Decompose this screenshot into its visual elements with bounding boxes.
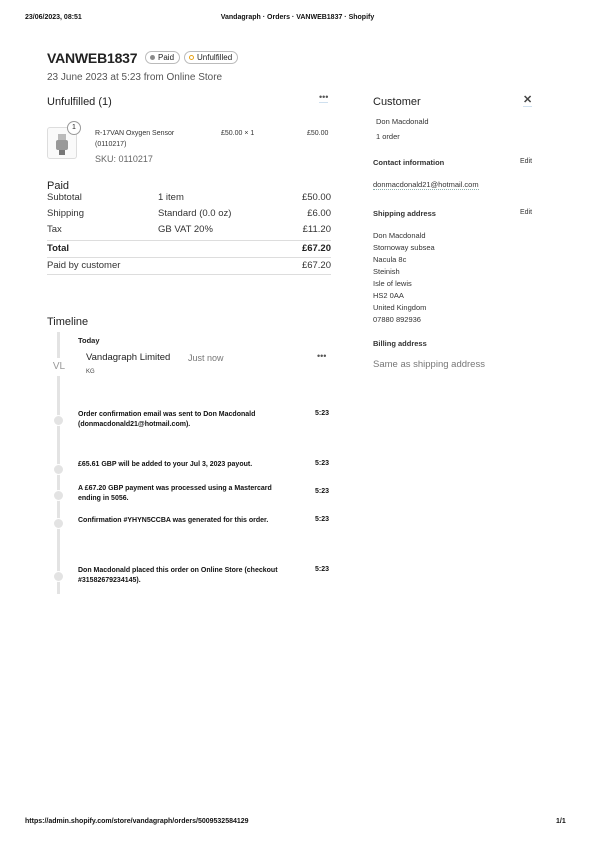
timeline-event-order-placed xyxy=(78,566,310,586)
event-time: 5:23 xyxy=(315,410,330,417)
product-line-total: £50.00 xyxy=(307,130,329,137)
close-icon[interactable]: ✕ xyxy=(523,94,533,106)
payment-row-label: Subtotal xyxy=(47,192,82,203)
print-url: https://admin.shopify.com/store/vandagraph/orders/5009532584129 xyxy=(25,818,249,825)
comment-menu-button[interactable]: ••• xyxy=(317,351,327,361)
payment-total-row xyxy=(47,241,331,257)
address-line: Steinish xyxy=(373,267,400,276)
total-value: £67.20 xyxy=(301,243,331,254)
billing-value: Same as shipping address xyxy=(373,359,485,370)
order-number: VANWEB1837 xyxy=(47,50,138,66)
event-text-cont: #31582679234145). xyxy=(78,577,141,584)
payment-row-detail: Standard (0.0 oz) xyxy=(158,208,232,219)
address-line: 07880 892936 xyxy=(373,315,421,324)
billing-heading: Billing address xyxy=(373,339,427,348)
timeline-node xyxy=(53,571,64,582)
payment-row-value: £6.00 xyxy=(307,208,331,219)
paid-dot-icon xyxy=(150,55,155,60)
address-line: United Kingdom xyxy=(373,303,427,312)
address-line: Nacula 8c xyxy=(373,255,407,264)
contact-heading: Contact information xyxy=(373,158,445,167)
total-label: Total xyxy=(47,243,69,254)
comment-author[interactable]: Vandagraph Limited xyxy=(86,352,171,363)
address-line: HS2 0AA xyxy=(373,291,404,300)
customer-order-count[interactable]: 1 order xyxy=(376,132,400,141)
payment-row-value: £11.20 xyxy=(302,224,331,235)
product-price-qty: £50.00 × 1 xyxy=(221,130,255,137)
order-date-line: 23 June 2023 at 5:23 from Online Store xyxy=(47,72,223,83)
address-line: Don Macdonald xyxy=(373,231,426,240)
timeline-node xyxy=(53,464,64,475)
event-time: 5:23 xyxy=(315,488,330,495)
timeline-event-confirmation xyxy=(78,516,308,526)
payment-rows xyxy=(47,192,331,275)
paid-by-customer-value: £67.20 xyxy=(301,260,331,271)
timeline-node xyxy=(53,518,64,529)
unfulfilled-badge xyxy=(184,51,238,64)
paid-by-customer-row xyxy=(47,258,331,274)
timeline-event-payout xyxy=(78,460,308,470)
print-page-title: Vandagraph · Orders · VANWEB1837 · Shopify xyxy=(220,14,375,21)
address-line: Isle of lewis xyxy=(373,279,412,288)
event-text: Order confirmation email was sent to Don Macdonald xyxy=(78,411,256,418)
customer-name[interactable]: Don Macdonald xyxy=(376,117,429,126)
paid-badge-label: Paid xyxy=(158,53,175,62)
print-page-number: 1/1 xyxy=(556,818,566,825)
payment-heading: Paid xyxy=(47,180,70,192)
unfulfilled-menu-button[interactable]: ••• xyxy=(319,92,329,102)
paid-by-customer-label: Paid by customer xyxy=(47,260,121,271)
event-text: A £67.20 GBP payment was processed using a Mastercard xyxy=(78,485,272,492)
timeline-today-label: Today xyxy=(78,336,100,345)
payment-row-value: £50.00 xyxy=(301,192,331,203)
unfulfilled-dot-icon xyxy=(189,55,194,60)
divider xyxy=(47,274,331,275)
shipping-heading: Shipping address xyxy=(373,209,436,218)
customer-email-link[interactable]: donmacdonald21@hotmail.com xyxy=(373,180,479,189)
comment-body: KG xyxy=(86,369,95,375)
order-badges xyxy=(145,51,238,64)
product-code: (0110217) xyxy=(95,141,127,148)
unfulfilled-heading: Unfulfilled (1) xyxy=(47,96,112,108)
payment-row-detail: 1 item xyxy=(158,192,184,203)
product-name[interactable]: R-17VAN Oxygen Sensor xyxy=(95,130,175,137)
product-sku: SKU: 0110217 xyxy=(95,154,153,164)
event-time: 5:23 xyxy=(315,566,330,573)
quantity-badge: 1 xyxy=(67,121,81,135)
shipping-address xyxy=(373,230,435,326)
payment-row-shipping xyxy=(47,208,331,224)
comment-time: Just now xyxy=(188,353,224,363)
payment-row-label: Tax xyxy=(47,224,62,235)
timeline-node xyxy=(53,490,64,501)
contact-edit-button[interactable]: Edit xyxy=(520,158,533,165)
payment-row-tax xyxy=(47,224,331,240)
timeline-node xyxy=(53,415,64,426)
event-text: Don Macdonald placed this order on Online Store (checkout xyxy=(78,567,278,574)
event-time: 5:23 xyxy=(315,516,330,523)
event-text-cont: (donmacdonald21@hotmail.com). xyxy=(78,421,191,428)
shipping-edit-button[interactable]: Edit xyxy=(520,209,533,216)
event-text: Confirmation #YHYN5CCBA was generated for this order. xyxy=(78,517,269,524)
payment-row-detail: GB VAT 20% xyxy=(158,224,213,235)
payment-row-label: Shipping xyxy=(47,208,84,219)
timeline-event-email xyxy=(78,410,308,430)
event-text: £65.61 GBP will be added to your Jul 3, 2023 payout. xyxy=(78,461,253,468)
comment-avatar: VL xyxy=(47,358,71,376)
payment-row-subtotal xyxy=(47,192,331,208)
event-text-cont: ending in 5056. xyxy=(78,495,129,502)
address-line: Stornoway subsea xyxy=(373,243,435,252)
unfulfilled-badge-label: Unfulfilled xyxy=(197,53,233,62)
timeline-heading: Timeline xyxy=(47,316,89,328)
timeline-event-payment xyxy=(78,484,296,504)
print-datetime: 23/06/2023, 08:51 xyxy=(25,14,82,21)
event-time: 5:23 xyxy=(315,460,330,467)
customer-heading: Customer xyxy=(373,96,421,108)
paid-badge xyxy=(145,51,180,64)
